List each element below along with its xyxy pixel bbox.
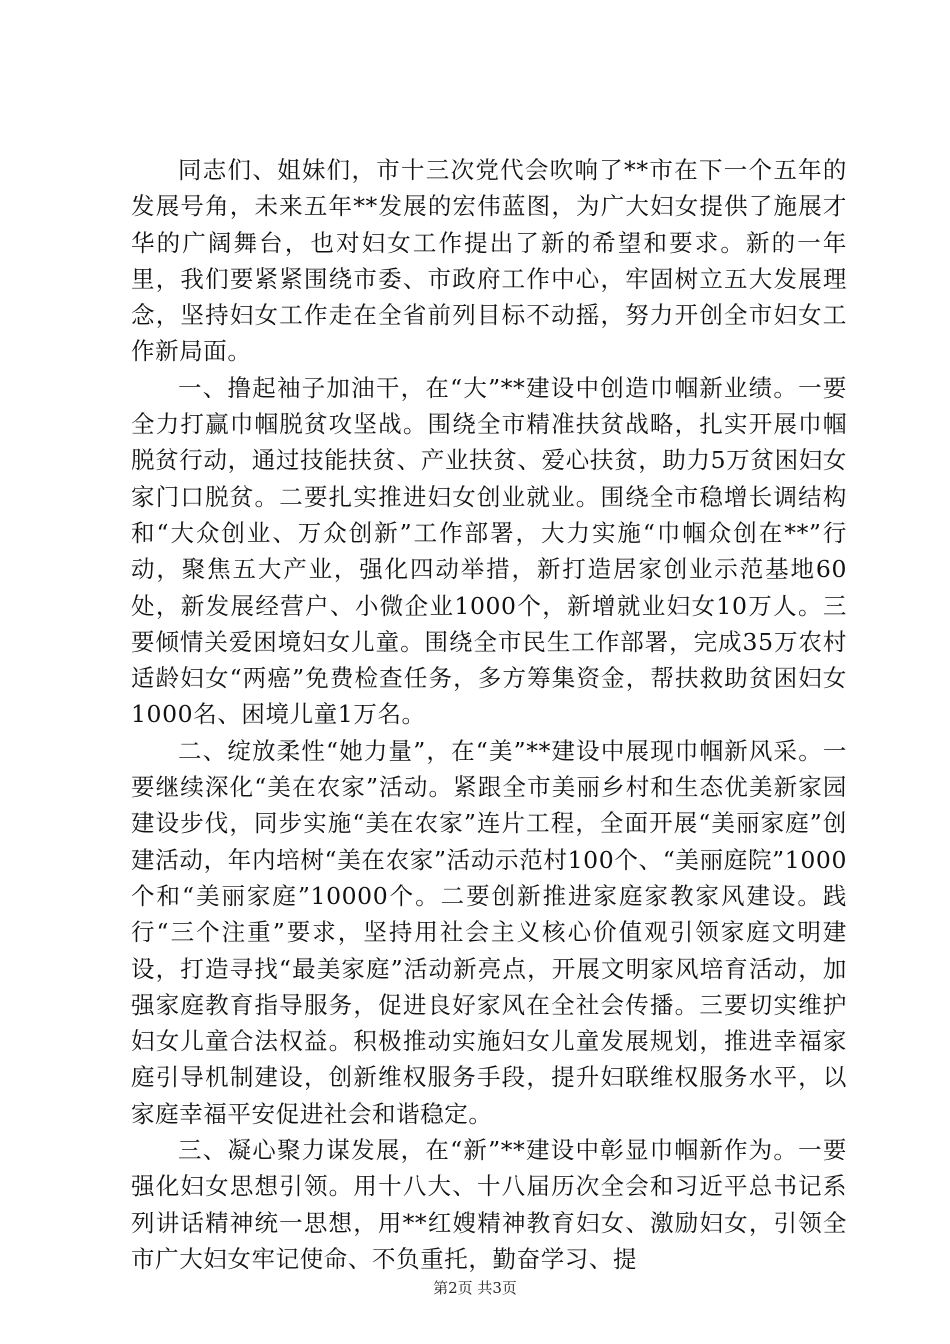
page-footer: 第2页 共3页 (433, 1279, 517, 1297)
paragraph-section-three: 三、凝心聚力谋发展，在“新”**建设中彰显巾帼新作为。一要强化妇女思想引领。用十八大、十八届历次全会和习近平总书记系列讲话精神统一思想，用**红嫂精神教育妇女、激励妇女，引领全市广大妇女牢记使命、不负重托，勤奋学习、提 (131, 1136, 847, 1273)
paragraph-section-two: 二、绽放柔性“她力量”，在“美”**建设中展现巾帼新风采。一要继续深化“美在农家”活动。紧跟全市美丽乡村和生态优美新家园建设步伐，同步实施“美在农家”连片工程，全面开展“美丽家庭”创建活动，年内培树“美在农家”活动示范村100个、“美丽庭院”1000个和“美丽家庭”10000个。二要创新推进家庭家教家风建设。践行“三个注重”要求，坚持用社会主义核心价值观引领家庭文明建设，打造寻找“最美家庭”活动新亮点，开展文明家风培育活动，加强家庭教育指导服务，促进良好家风在全社会传播。三要切实维护妇女儿童合法权益。积极推动实施妇女儿童发展规划，推进幸福家庭引导机制建设，创新维权服务手段，提升妇联维权服务水平，以家庭幸福平安促进社会和谐稳定。 (131, 736, 847, 1128)
paragraph-section-one: 一、撸起袖子加油干，在“大”**建设中创造巾帼新业绩。一要全力打赢巾帼脱贫攻坚战。围绕全市精准扶贫战略，扎实开展巾帼脱贫行动，通过技能扶贫、产业扶贫、爱心扶贫，助力5万贫困妇女家门口脱贫。二要扎实推进妇女创业就业。围绕全市稳增长调结构和“大众创业、万众创新”工作部署，大力实施“巾帼众创在**”行动，聚焦五大产业，强化四动举措，新打造居家创业示范基地60处，新发展经营户、小微企业1000个，新增就业妇女10万人。三要倾情关爱困境妇女儿童。围绕全市民生工作部署，完成35万农村适龄妇女“两癌”免费检查任务，多方筹集资金，帮扶救助贫困妇女1000名、困境儿童1万名。 (131, 373, 847, 729)
paragraph-intro: 同志们、姐妹们，市十三次党代会吹响了**市在下一个五年的发展号角，未来五年**发展的宏伟蓝图，为广大妇女提供了施展才华的广阔舞台，也对妇女工作提出了新的希望和要求。新的一年里，我们要紧紧围绕市委、市政府工作中心，牢固树立五大发展理念，坚持妇女工作走在全省前列目标不动摇，努力开创全市妇女工作新局面。 (131, 156, 847, 366)
document-body (131, 152, 847, 1277)
